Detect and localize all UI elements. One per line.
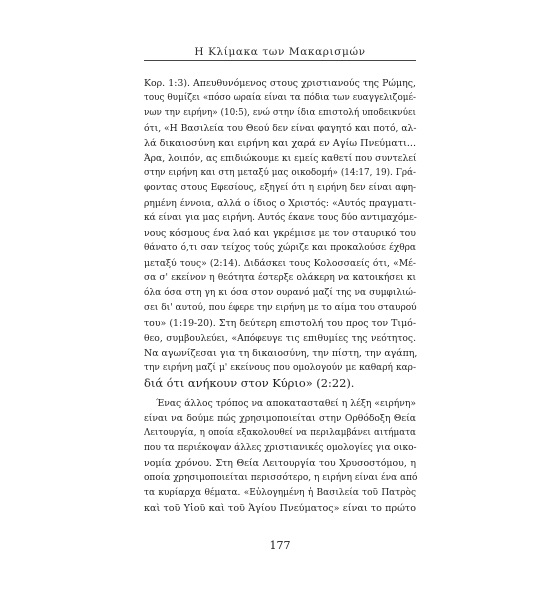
text-line: θάνατο ό,τι σαν τείχος τούς χώριζε και προκαλούσε έχθρα — [144, 243, 416, 253]
text-line: τους θυμίζει «πόσο ωραία είναι τα πόδια των ευαγγελιζομέ- — [144, 93, 416, 103]
text-line: φοντας στους Εφεσίους, εξηγεί ότι η ειρήνη δεν είναι αφη- — [144, 183, 416, 193]
text-line: κά είναι για μας ειρήνη. Αυτός έκανε τους δύο αντιμαχόμε- — [144, 213, 417, 223]
text-line: είναι να δούμε πώς χρησιμοποιείται στην Ορθόδοξη Θεία — [144, 413, 416, 424]
text-line: θεο, συμβουλεύει, «Απόφευγε τις επιθυμίες της νεότητος. — [144, 333, 416, 344]
text-line: όλα όσα στη γη κι όσα στον ουρανό μαζί της να συμφιλιώ- — [144, 288, 416, 298]
text-line: ρημένη έννοια, αλλά ο ίδιος ο Χριστός: «Αυτός πραγματι- — [144, 198, 416, 209]
text-line: Ένας άλλος τρόπος να αποκατασταθεί η λέξη «ειρήνη» — [156, 398, 416, 409]
text-line: που τα περιέκοψαν άλλες χριστιανικές ομολογίες για οικο- — [144, 443, 417, 453]
header-rule — [144, 60, 416, 61]
text-line: διά ότι ανήκουν στον Κύριο» (2:22). — [144, 376, 355, 390]
text-line: μεταξύ τους» (2:14). Διδάσκει τους Κολοσσαείς ότι, «Μέ- — [144, 258, 416, 269]
text-line: σα σ' εκείνον η θεότητα έστερξε ολάκερη να κατοικήσει κι — [144, 273, 416, 283]
text-line: Άρα, λοιπόν, ας επιδιώκουμε κι εμείς καθετί που συντελεί — [144, 153, 417, 164]
text-line: καὶ τοῦ Υἱοῦ καὶ τοῦ Ἁγίου Πνεύματος» είναι το πρώτο — [144, 503, 416, 514]
text-line: οποία χρησιμοποιείται περισσότερο, η ειρήνη είναι ένα από — [144, 473, 418, 483]
text-line: στην ειρήνη και στη μεταξύ μας οικοδομή» (14:17, 19). Γρά- — [144, 168, 416, 178]
text-line: νων την ειρήνη» (10:5), ενώ στην ίδια επιστολή υποδεικνύει — [144, 108, 416, 118]
text-line: την ειρήνη μαζί μ' εκείνους που ομολογούν με καθαρή καρ- — [144, 363, 416, 373]
text-line: νους κόσμους ένα λαό και γκρέμισε με τον σταυρικό του — [144, 228, 416, 239]
text-line: του» (1:19-20). Στη δεύτερη επιστολή του προς τον Τιμό- — [144, 318, 416, 329]
text-line: Κορ. 1:3). Απευθυνόμενος στους χριστιανούς της Ρώμης, — [144, 78, 416, 89]
text-line: λά δικαιοσύνη και ειρήνη και χαρά εν Αγίω Πνεύματι... — [144, 138, 417, 149]
text-line: νομία χρόνου. Στη Θεία Λειτουργία του Χρυσοστόμου, η — [144, 458, 416, 469]
page-number: 177 — [269, 539, 291, 552]
text-line: Λειτουργία, η οποία εξακολουθεί να περιλαμβάνει αιτήματα — [144, 428, 416, 438]
text-line: ότι, «Η Βασιλεία του Θεού δεν είναι φαγητό και ποτό, αλ- — [144, 123, 417, 134]
text-line: Να αγωνίζεσαι για τη δικαιοσύνη, την πίστη, την αγάπη, — [144, 348, 418, 359]
text-line: τα κυρίαρχα θέματα. «Εὐλογημένη ἡ Βασιλεία τοῦ Πατρὸς — [144, 488, 416, 498]
text-line: σει δι' αυτού, που έφερε την ειρήνη με το αίμα του σταυρού — [144, 303, 417, 313]
running-head: Η Κλίμακα των Μακαρισμών — [194, 46, 366, 58]
